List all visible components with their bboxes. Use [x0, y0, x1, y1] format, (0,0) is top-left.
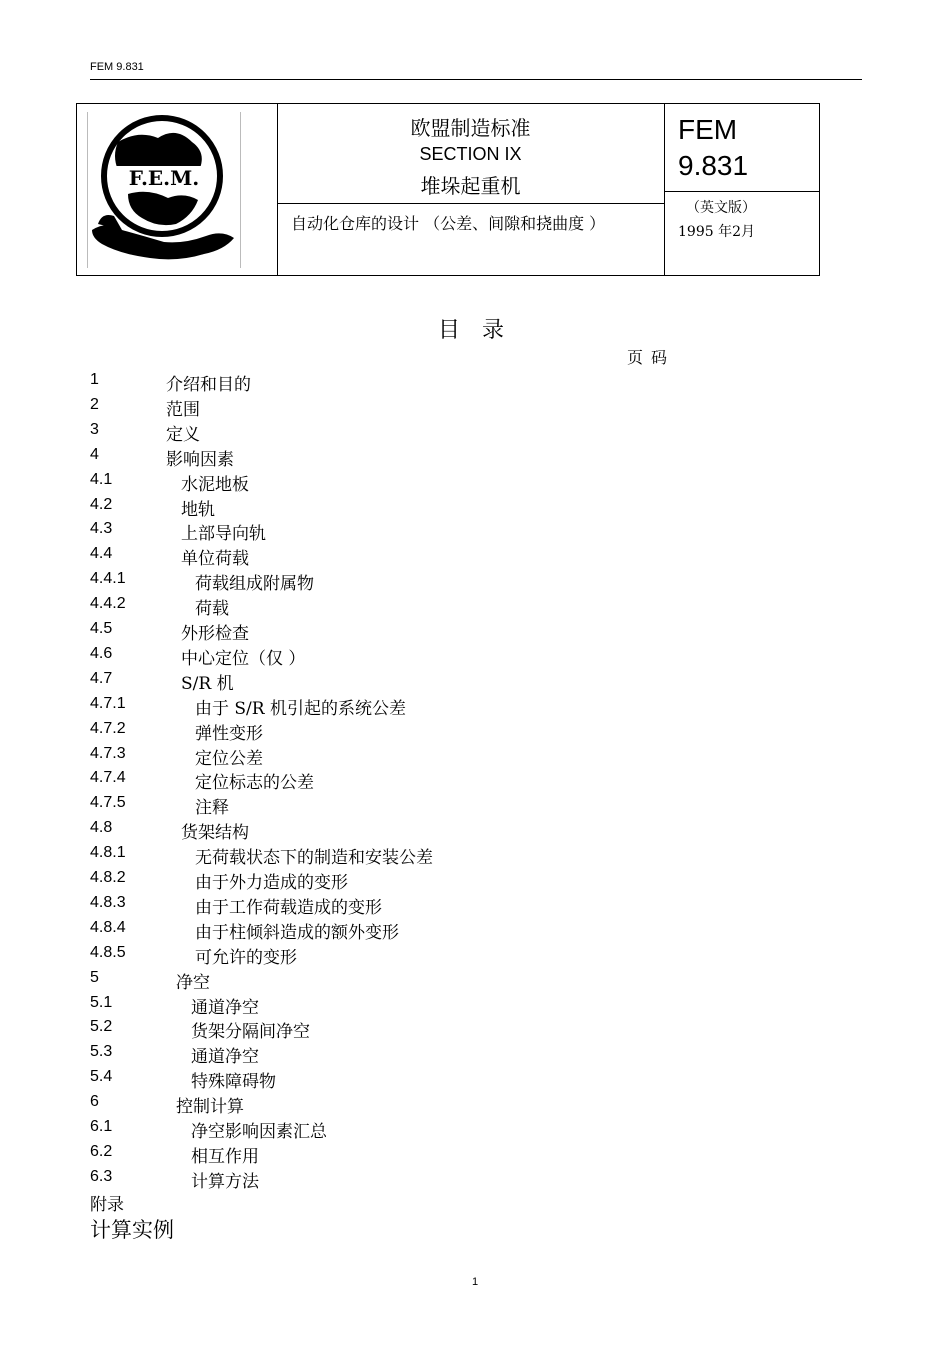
toc-item-number: 4.7.1 — [90, 694, 126, 712]
toc-item-number: 4.7.3 — [90, 744, 126, 762]
toc-item-number: 4.4.1 — [90, 570, 126, 588]
toc-item-text: 通道净空 — [191, 997, 259, 1018]
toc-item-text: 由于外力造成的变形 — [195, 873, 348, 893]
toc-item-text: 净空 — [176, 972, 210, 993]
fem-code-line1: FEM — [678, 114, 738, 145]
toc-item-number: 5.4 — [90, 1068, 113, 1086]
page-number: 1 — [471, 1276, 479, 1288]
toc-item-number: 6.3 — [90, 1167, 113, 1185]
toc-item-text: 定义 — [166, 424, 200, 445]
toc-page-column-header: 页码 — [627, 348, 676, 367]
toc-item-text: 弹性变形 — [195, 723, 263, 744]
toc-item-text: 地轨 — [181, 499, 215, 520]
toc-item-number: 4.1 — [90, 470, 113, 488]
toc-item-number: 5.1 — [90, 993, 113, 1011]
fem-code-line2: 9.831 — [678, 150, 749, 181]
toc-item-number: 6 — [90, 1093, 99, 1111]
toc-item-text: 特殊障碍物 — [191, 1072, 276, 1093]
toc-item-number: 5 — [90, 968, 99, 986]
toc-item-text: 净空影响因素汇总 — [191, 1122, 327, 1142]
toc-item-text: 货架分隔间净空 — [191, 1022, 310, 1043]
globe-hand-icon — [88, 112, 240, 268]
toc-item-text: 注释 — [195, 798, 229, 819]
toc-item-number: 4.4 — [90, 545, 113, 563]
edition-label: （英文版） — [686, 200, 756, 216]
toc-item-number: 4.3 — [90, 520, 113, 538]
toc-item-text: 外形检查 — [181, 624, 249, 644]
title-divider — [277, 203, 664, 204]
toc-item-number: 4.8 — [90, 819, 113, 837]
toc-item-text: 水泥地板 — [181, 474, 249, 495]
toc-item-text: 由于 S/R 机引起的系统公差 — [195, 698, 406, 719]
toc-item-text: 影响因素 — [166, 449, 234, 470]
subtitle: 自动化仓库的设计 （公差、间隙和挠曲度 ） — [291, 214, 606, 233]
date-label: 1995 年2月 — [678, 224, 755, 240]
toc-item-number: 1 — [90, 371, 99, 388]
toc-appendix: 附录 — [90, 1195, 124, 1215]
toc-item-text: 由于工作荷载造成的变形 — [195, 897, 382, 918]
toc-item-number: 4.5 — [90, 620, 113, 637]
title-cn: 欧盟制造标准 — [410, 116, 531, 140]
toc-item-text: 控制计算 — [176, 1097, 244, 1118]
toc-item-text: 上部导向轨 — [181, 524, 266, 545]
toc-item-number: 6.2 — [90, 1142, 113, 1160]
code-cell — [664, 104, 820, 275]
toc-item-text: 荷载组成附属物 — [195, 574, 314, 595]
toc-item-number: 4.8.5 — [90, 943, 126, 961]
toc-item-number: 2 — [90, 395, 99, 413]
toc-item-number: 4.8.4 — [90, 918, 126, 936]
toc-item-text: 货架结构 — [181, 823, 249, 844]
toc-item-number: 3 — [90, 420, 99, 438]
toc-item-number: 4 — [90, 445, 99, 463]
toc-calc-example: 计算实例 — [90, 1218, 174, 1242]
toc-item-text: 由于柱倾斜造成的额外变形 — [195, 922, 399, 943]
fem-logo — [87, 112, 241, 268]
toc-item-number: 4.6 — [90, 644, 113, 662]
toc-title: 目录 — [438, 318, 527, 343]
toc-item-text: 定位标志的公差 — [195, 773, 314, 794]
toc-item-text: 中心定位（仅 ） — [181, 648, 306, 669]
title-block — [76, 103, 820, 276]
toc-item-text: 单位荷载 — [181, 549, 249, 570]
code-divider — [664, 191, 820, 192]
toc-item-number: 4.7 — [90, 669, 113, 687]
section-label: SECTION IX — [419, 144, 522, 164]
header-rule — [90, 79, 862, 80]
toc-item-number: 5.3 — [90, 1043, 113, 1061]
toc-item-text: 计算方法 — [191, 1171, 259, 1192]
header-doc-code: FEM 9.831 — [90, 61, 144, 73]
toc-item-text: S/R 机 — [181, 673, 234, 694]
toc-item-text: 定位公差 — [195, 748, 263, 769]
toc-item-text: 介绍和目的 — [166, 375, 251, 395]
svg-text:F.E.M.: F.E.M. — [128, 166, 200, 190]
toc-item-number: 4.7.5 — [90, 794, 126, 812]
toc-item-number: 4.7.4 — [90, 769, 126, 787]
toc-item-text: 范围 — [166, 399, 200, 420]
toc-item-number: 4.8.1 — [90, 844, 126, 862]
toc-item-text: 荷载 — [195, 599, 229, 620]
toc-item-text: 相互作用 — [191, 1146, 259, 1167]
toc-item-number: 6.1 — [90, 1118, 113, 1135]
toc-item-text: 通道净空 — [191, 1047, 259, 1068]
toc-item-number: 4.8.3 — [90, 893, 126, 911]
toc-item-text: 可允许的变形 — [195, 947, 297, 968]
toc-item-number: 4.4.2 — [90, 595, 126, 613]
toc-item-number: 4.8.2 — [90, 869, 126, 886]
toc-item-number: 4.7.2 — [90, 719, 126, 737]
logo-cell — [77, 104, 278, 275]
toc-item-number: 4.2 — [90, 495, 113, 513]
title-cn2: 堆垛起重机 — [420, 174, 521, 198]
toc-item-text: 无荷载状态下的制造和安装公差 — [195, 848, 433, 869]
title-cell — [277, 104, 665, 275]
toc-item-number: 5.2 — [90, 1018, 113, 1036]
